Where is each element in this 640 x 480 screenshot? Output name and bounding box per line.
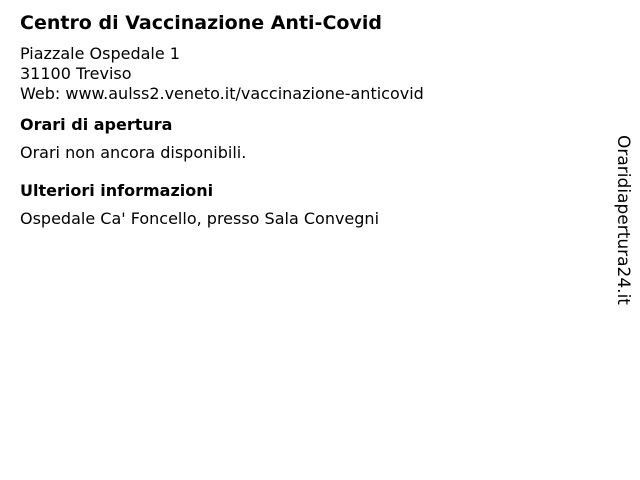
opening-hours-heading: Orari di apertura: [20, 115, 173, 134]
more-info-heading: Ulteriori informazioni: [20, 181, 214, 200]
opening-hours-text: Orari non ancora disponibili.: [20, 143, 247, 162]
address-street: Piazzale Ospedale 1: [20, 44, 180, 63]
place-details: [20, 10, 580, 246]
website-line: [20, 84, 580, 104]
address-block: [20, 44, 580, 104]
website-link[interactable]: www.aulss2.veneto.it/vaccinazione-anticovid: [65, 84, 424, 103]
more-info-text: Ospedale Ca' Foncello, presso Sala Convegni: [20, 209, 380, 228]
address-city: 31100 Treviso: [20, 64, 132, 83]
site-brand-watermark: Oraridiapertura24.it: [613, 135, 633, 305]
website-label: Web:: [20, 84, 61, 103]
page-title: Centro di Vaccinazione Anti-Covid: [20, 12, 382, 34]
